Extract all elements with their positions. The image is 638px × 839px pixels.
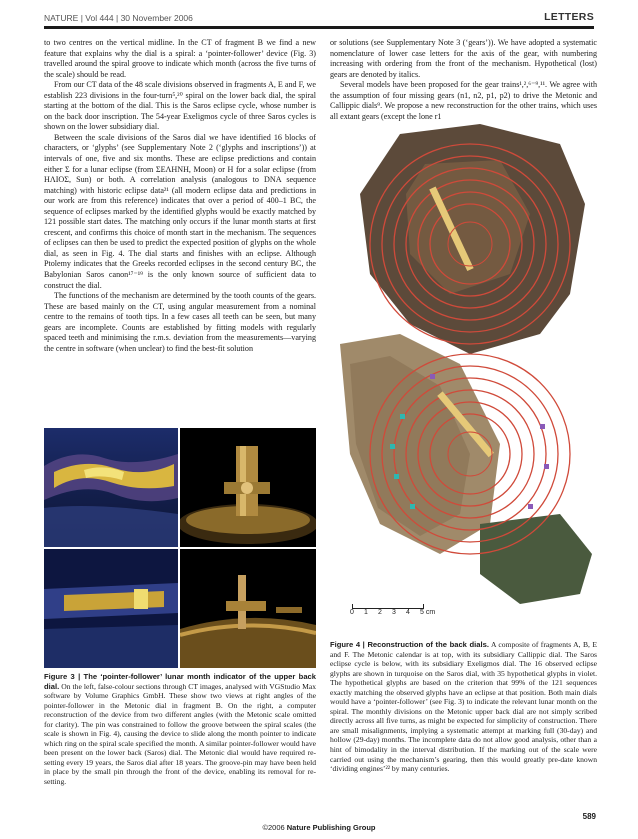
paragraph: Between the scale divisions of the Saros dial we have identified 16 blocks of characters, or ‘glyphs’ (see Supplementary Note 2 (‘glyphs and inscriptions’)) at intervals of one, five and six months. These are eclipse predictions and contain either Σ for a lunar eclipse (from ΣΕΛΗΝΗ, Moon) or Η for a solar eclipse (from ΗΛΙΟΣ, Sun) or both. A correlation analysis (analogous to DNA sequence matching) with historic eclipse data²¹ (all modern eclipse data and predictions in our work are from this reference) indicates that over a period of 400–1 BC, the sequence of eclipses marked by the identified glyphs would be exactly matched by 121 possible start dates. The matching only occurs if the lunar month starts at first crescent, and confirms this choice of month start in the mechanism. The sequences of eclipses can then be used to predict the expected position of glyphs on the whole dial, as seen in Fig. 4. The dial starts and finishes with an eclipse. Although Ptolemy indicates that the Greeks recorded eclipses in the second century BC, the Babylonian Saros canon¹⁷⁻¹⁹ is the only known source of sufficient data to construct the dial. xyxy=(44,132,316,290)
paragraph: The functions of the mechanism are determined by the tooth counts of the gears. These are based mainly on the CT, using angular measurement from a nominal centre to the remains of tooth tips. In a few cases all teeth can be seen, but many gears are incomplete. Counts are established by fitting models with regularly spaced teeth and minimising the r.m.s. deviation from the measurements—varying the centre in software (when unclear) to find the best-fit solution xyxy=(44,291,316,353)
left-text-column xyxy=(44,38,316,354)
caption-text: On the left, false-colour sections through CT images, analysed with VGStudio Max software by Volume Graphics GmbH. These show two views at right angles of the pointer-follower in the Metonic dial in fragment B. On the right, a computer reconstruction of the device from two different angles (with the Metonic scale omitted for clarity). The pin was constrained to follow the groove between the spiral scales (the scale is shown in Fig. 4), causing the device to slide along the month pointer to indicate which ring on the spiral scale specified the month. A similar pointer-follower would have been present on the lower back (Saros) dial. The Metonic dial would have required re-setting every 19 years, the Saros dial after 18 years. The groove-pin may have been held in place by the small pin through the front of the device, enabling its removal for re-setting. xyxy=(44,681,317,787)
scale-label: 2 xyxy=(378,609,382,616)
journal-info: NATURE | Vol 444 | 30 November 2006 xyxy=(44,13,193,23)
ct-section-image-1 xyxy=(44,428,178,547)
scale-bar-line xyxy=(352,604,424,609)
scale-label: 3 xyxy=(392,609,396,616)
reconstruction-image-2 xyxy=(180,549,316,668)
caption-label: Figure 4 | Reconstruction of the back dials. xyxy=(330,640,489,649)
caption-label: Figure 3 | The ‘pointer-follower’ lunar month indicator of the upper back dial. xyxy=(44,672,316,691)
scale-label: 4 xyxy=(406,609,410,616)
page-number: 589 xyxy=(582,812,596,821)
reconstruction-image-1 xyxy=(180,428,316,547)
ct-section-image-2 xyxy=(44,549,178,668)
paragraph: or solutions (see Supplementary Note 3 (‘gears’)). We have adopted a systematic nomenclature of lower case letters for the axis of the gear, with numbering increasing with ordering from the front of the mechanism. Hypothetical (lost) gears are denoted by italics. xyxy=(330,38,597,79)
fragment-lower xyxy=(480,514,592,604)
caption-text: A composite of fragments A, B, E and F. The Metonic calendar is at top, with its subsidiary Callippic dial. The Saros eclipse cycle is below, with its subsidiary Exeligmos dial. The 16 observed eclipse glyphs are shown in turquoise on the Saros dial, with 35 hypothetical glyphs in violet. The hypothetical glyphs are based on the criterion that 99% of the 121 sequences exactly matching the observed glyphs have an eclipse at that position. Both main dials would have a ‘pointer-follower’ (see Fig. 3) to indicate the relevant lunar month on the spiral. The monthly divisions on the Metonic upper back dial are not simply scribed directly across all five turns, as might be expected for simplicity of construction. There are small misalignments, implying a systematic attempt at marking full (30-day) and hollow (29-day) months. The incomplete data do not allow good analysis, other than a hint of bimodality in the interval distribution. If the marking out of the scale were carried out using the mechanism’s gearing, then this would greatly pre-date known ‘dividing engines’²² by many centuries. xyxy=(330,640,597,774)
paragraph: From our CT data of the 48 scale divisions observed in fragments A, E and F, we establish 223 divisions in the four-turn⁵,²⁰ spiral on the lower back dial, the spiral starting at the bottom of the dial. This is the Saros eclipse cycle, whose number is on the back door inscription. The 54-year Exeligmos cycle of three Saros cycles is shown on the lower subsidiary dial. xyxy=(44,80,316,132)
figure-3-caption xyxy=(44,672,316,787)
scale-label: 5 cm xyxy=(420,609,436,616)
footer: ©2006 Nature Publishing Group xyxy=(262,823,376,832)
paragraph: to two centres on the vertical midline. In the CT of fragment B we find a new feature that explains why the dial is a spiral: a ‘pointer-follower’ device (Fig. 3) travelled around the spiral groove to indicate which month (across the five turns of the scale) should be read. xyxy=(44,38,316,79)
figure-3 xyxy=(44,428,316,668)
scale-label: 0 xyxy=(350,609,354,616)
section-label: LETTERS xyxy=(544,11,594,23)
right-text-column xyxy=(330,38,597,122)
scale-label: 1 xyxy=(364,609,368,616)
figure-4-back-dials xyxy=(330,124,597,622)
paragraph: Several models have been proposed for the gear trains¹,²,⁶⁻⁹,¹¹. We agree with the assumption of four missing gears (n1, n2, p1, p2) to drive the Metonic and Callippic dials⁹. We propose a new reconstruction for the other trains, which uses all extant gears (except the lone r1 xyxy=(330,80,597,121)
running-header xyxy=(44,11,594,29)
scale-bar xyxy=(352,604,442,618)
figure-4-caption xyxy=(330,640,597,774)
